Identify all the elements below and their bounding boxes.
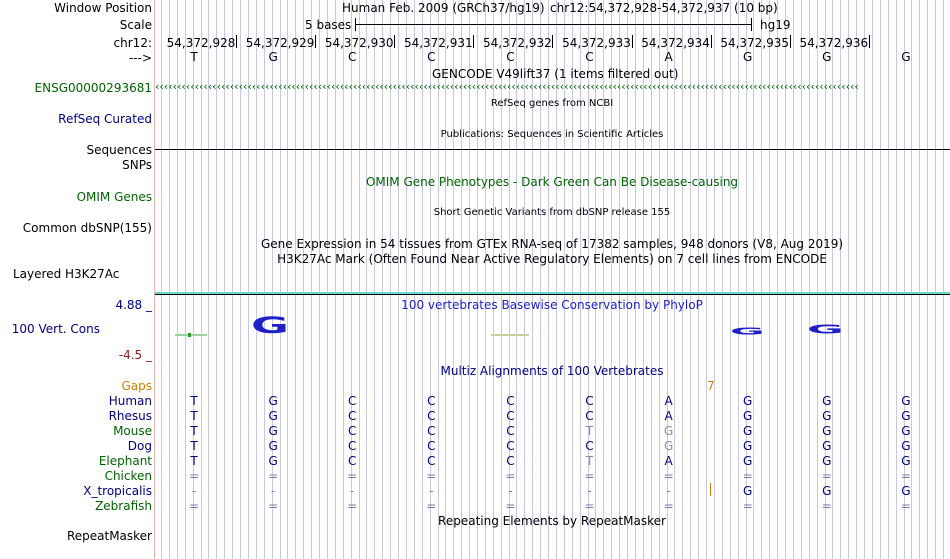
- track-title-refseq: RefSeq genes from NCBI: [490, 98, 614, 109]
- position-tick: [315, 35, 316, 48]
- scale-bar: [355, 24, 751, 25]
- species-label[interactable]: Zebrafish: [95, 499, 152, 513]
- alignment-base: G: [743, 409, 753, 423]
- gaps-marker: 7: [707, 379, 715, 393]
- alignment-base: T: [585, 424, 594, 438]
- alignment-base: G: [268, 424, 278, 438]
- alignment-base: =: [900, 469, 911, 483]
- phylop-g-glyph-2: G: [730, 325, 765, 338]
- alignment-base: C: [427, 394, 436, 408]
- alignment-base: =: [584, 499, 595, 513]
- label-dbsnp[interactable]: Common dbSNP(155): [22, 221, 152, 235]
- reference-base: C: [347, 50, 357, 64]
- label-gaps[interactable]: Gaps: [121, 379, 152, 393]
- label-sequences[interactable]: Sequences: [86, 143, 152, 157]
- alignment-base: G: [822, 409, 832, 423]
- label-cons-max: 4.88 _: [115, 298, 152, 312]
- alignment-base: C: [347, 394, 357, 408]
- position-label: 54,372,928: [166, 36, 236, 50]
- alignment-base: T: [585, 454, 594, 468]
- assembly-title: Human Feb. 2009 (GRCh37/hg19): [342, 1, 545, 15]
- alignment-base: =: [426, 499, 437, 513]
- track-title-gencode: GENCODE V49lift37 (1 items filtered out): [432, 67, 679, 81]
- track-title-repeatmasker: Repeating Elements by RepeatMasker: [438, 514, 666, 528]
- alignment-base: C: [427, 424, 436, 438]
- scale-bar-right-cap: [751, 18, 752, 31]
- alignment-base: =: [821, 469, 832, 483]
- alignment-base: G: [822, 424, 832, 438]
- label-repeatmasker[interactable]: RepeatMasker: [66, 529, 152, 543]
- species-label[interactable]: Dog: [127, 439, 152, 453]
- phylop-bar-2: [491, 334, 529, 336]
- alignment-base: C: [585, 439, 594, 453]
- track-title-dbsnp: Short Genetic Variants from dbSNP release 155: [433, 207, 671, 218]
- alignment-base: T: [190, 394, 198, 408]
- scale-text: 5 bases: [305, 18, 352, 32]
- alignment-base: =: [663, 499, 674, 513]
- label-omim[interactable]: OMIM Genes: [76, 190, 152, 204]
- position-title: chr12:54,372,928-54,372,937 (10 bp): [550, 1, 778, 15]
- track-image-panel[interactable]: [155, 0, 950, 559]
- label-window-position: Window Position: [54, 1, 152, 15]
- alignment-base: G: [663, 424, 674, 438]
- alignment-base: =: [188, 499, 200, 513]
- label-cons[interactable]: 100 Vert. Cons: [11, 322, 100, 336]
- alignment-base: -: [429, 484, 434, 498]
- position-tick: [394, 35, 395, 48]
- alignment-base: A: [664, 394, 673, 408]
- alignment-base: =: [900, 499, 911, 513]
- label-h3k27ac[interactable]: Layered H3K27Ac: [13, 267, 120, 281]
- phylop-bar-1: [175, 334, 207, 336]
- alignment-base: C: [347, 424, 357, 438]
- alignment-base: G: [268, 394, 278, 408]
- alignment-base: G: [743, 439, 753, 453]
- h3k27ac-baseline: [155, 294, 950, 295]
- position-tick: [473, 35, 474, 48]
- alignment-base: =: [505, 469, 516, 483]
- alignment-base: -: [508, 484, 513, 498]
- alignment-base: G: [268, 454, 278, 468]
- track-title-publications: Publications: Sequences in Scientific Articles: [440, 129, 664, 140]
- track-title-multiz: Multiz Alignments of 100 Vertebrates: [440, 364, 664, 378]
- alignment-base: G: [822, 454, 832, 468]
- position-label: 54,372,933: [562, 36, 631, 50]
- alignment-base: G: [268, 439, 278, 453]
- track-label-panel: [0, 0, 155, 559]
- alignment-base: =: [426, 469, 437, 483]
- alignment-base: C: [506, 424, 515, 438]
- alignment-base: G: [268, 409, 278, 423]
- position-tick: [711, 35, 712, 48]
- alignment-base: G: [743, 454, 753, 468]
- alignment-base: C: [347, 439, 357, 453]
- alignment-base: C: [585, 409, 594, 423]
- alignment-base: C: [506, 454, 515, 468]
- alignment-base: C: [585, 394, 594, 408]
- label-cons-min: -4.5 _: [118, 348, 152, 362]
- alignment-base: G: [743, 394, 753, 408]
- alignment-base: =: [663, 469, 674, 483]
- phylop-bar-1-core: [188, 333, 191, 337]
- track-title-omim: OMIM Gene Phenotypes - Dark Green Can Be Disease-causing: [365, 175, 739, 189]
- alignment-base: G: [901, 394, 911, 408]
- alignment-base: A: [664, 409, 673, 423]
- alignment-base: C: [427, 409, 436, 423]
- track-title-phylop: 100 vertebrates Basewise Conservation by PhyloP: [401, 298, 703, 312]
- alignment-base: =: [268, 499, 279, 513]
- position-label: 54,372,934: [641, 36, 710, 50]
- reference-base: T: [190, 50, 198, 64]
- position-tick: [790, 35, 791, 48]
- species-label[interactable]: Human: [108, 394, 152, 408]
- alignment-base: T: [190, 409, 198, 423]
- alignment-base: G: [822, 394, 832, 408]
- alignment-base: =: [742, 499, 753, 513]
- alignment-base: -: [191, 484, 197, 498]
- phylop-g-glyph-1: G: [251, 314, 289, 339]
- alignment-base: =: [188, 469, 200, 483]
- alignment-base: =: [347, 469, 358, 483]
- alignment-base: G: [901, 484, 911, 498]
- gencode-gene-line[interactable]: ‹‹‹‹‹‹‹‹‹‹‹‹‹‹‹‹‹‹‹‹‹‹‹‹‹‹‹‹‹‹‹‹‹‹‹‹‹‹‹‹‹‹‹‹‹‹‹‹‹‹‹‹‹‹‹‹‹‹‹‹‹‹‹‹‹‹‹‹‹‹‹‹‹‹‹‹‹‹‹‹‹‹‹‹‹‹‹‹‹‹‹‹‹‹‹‹‹‹‹‹‹‹‹‹‹‹‹‹‹‹‹‹‹‹‹‹‹‹‹‹‹‹‹‹‹‹‹‹‹‹‹‹‹‹‹‹‹‹‹‹‹‹‹‹‹‹‹‹‹‹‹‹‹‹‹‹‹‹‹‹: [155, 80, 859, 93]
- alignment-base: C: [506, 394, 515, 408]
- species-label[interactable]: Chicken: [104, 469, 152, 483]
- alignment-base: T: [190, 454, 198, 468]
- alignment-base: -: [587, 484, 592, 498]
- sequences-track-line: [155, 149, 950, 150]
- alignment-base: =: [268, 469, 279, 483]
- alignment-base: C: [347, 409, 357, 423]
- track-title-gtex: Gene Expression in 54 tissues from GTEx RNA-seq of 17382 samples, 948 donors (V8, Aug 2019): [260, 237, 844, 251]
- position-label: 54,372,936: [799, 36, 869, 50]
- species-label[interactable]: Elephant: [98, 454, 152, 468]
- position-tick: [236, 35, 237, 48]
- position-tick: [869, 35, 870, 48]
- position-tick: [632, 35, 633, 48]
- alignment-base: G: [743, 424, 753, 438]
- alignment-base: =: [821, 499, 832, 513]
- alignment-base: C: [347, 454, 357, 468]
- alignment-base: A: [664, 454, 673, 468]
- position-label: 54,372,932: [483, 36, 552, 50]
- alignment-base: G: [901, 424, 911, 438]
- alignment-base: C: [506, 409, 515, 423]
- reference-base: G: [822, 50, 832, 64]
- label-chrom: chr12:: [113, 36, 152, 50]
- alignment-base: T: [190, 424, 198, 438]
- track-title-h3k27ac: H3K27Ac Mark (Often Found Near Active Regulatory Elements) on 7 cell lines from ENCODE: [277, 252, 827, 266]
- alignment-base: -: [270, 484, 276, 498]
- alignment-base: =: [505, 499, 516, 513]
- position-label: 54,372,931: [403, 36, 473, 50]
- label-ensg[interactable]: ENSG00000293681: [34, 81, 152, 95]
- scale-db: hg19: [760, 18, 791, 32]
- reference-base: G: [268, 50, 278, 64]
- alignment-base: G: [822, 439, 832, 453]
- alignment-base: C: [506, 439, 515, 453]
- alignment-base: =: [347, 499, 358, 513]
- reference-base: A: [664, 50, 673, 64]
- species-label[interactable]: X_tropicalis: [83, 484, 152, 498]
- alignment-base: =: [742, 469, 753, 483]
- position-tick: [552, 35, 553, 48]
- label-refseq[interactable]: RefSeq Curated: [58, 112, 152, 126]
- alignment-base: -: [350, 484, 355, 498]
- species-label[interactable]: Rhesus: [108, 409, 152, 423]
- species-label[interactable]: Mouse: [113, 424, 152, 438]
- alignment-base: =: [584, 469, 595, 483]
- alignment-base: C: [427, 454, 436, 468]
- reference-base: C: [585, 50, 594, 64]
- alignment-base: C: [427, 439, 436, 453]
- reference-base: G: [743, 50, 753, 64]
- x-tropicalis-insertion-mark: [710, 483, 711, 496]
- alignment-base: G: [663, 439, 674, 453]
- label-snps[interactable]: SNPs: [122, 158, 152, 172]
- label-scale: Scale: [119, 18, 152, 32]
- alignment-base: T: [190, 439, 198, 453]
- position-label: 54,372,930: [324, 36, 394, 50]
- alignment-base: G: [901, 409, 911, 423]
- reference-base: C: [506, 50, 515, 64]
- label-strand: --->: [128, 51, 152, 65]
- alignment-base: -: [666, 484, 671, 498]
- phylop-g-glyph-3: G: [807, 322, 844, 337]
- position-label: 54,372,929: [245, 36, 315, 50]
- position-label: 54,372,935: [720, 36, 790, 50]
- reference-base: G: [901, 50, 911, 64]
- alignment-base: G: [743, 484, 753, 498]
- alignment-base: G: [901, 454, 911, 468]
- alignment-base: G: [901, 439, 911, 453]
- reference-base: C: [427, 50, 436, 64]
- scale-bar-left-cap: [355, 18, 356, 31]
- alignment-base: G: [822, 484, 832, 498]
